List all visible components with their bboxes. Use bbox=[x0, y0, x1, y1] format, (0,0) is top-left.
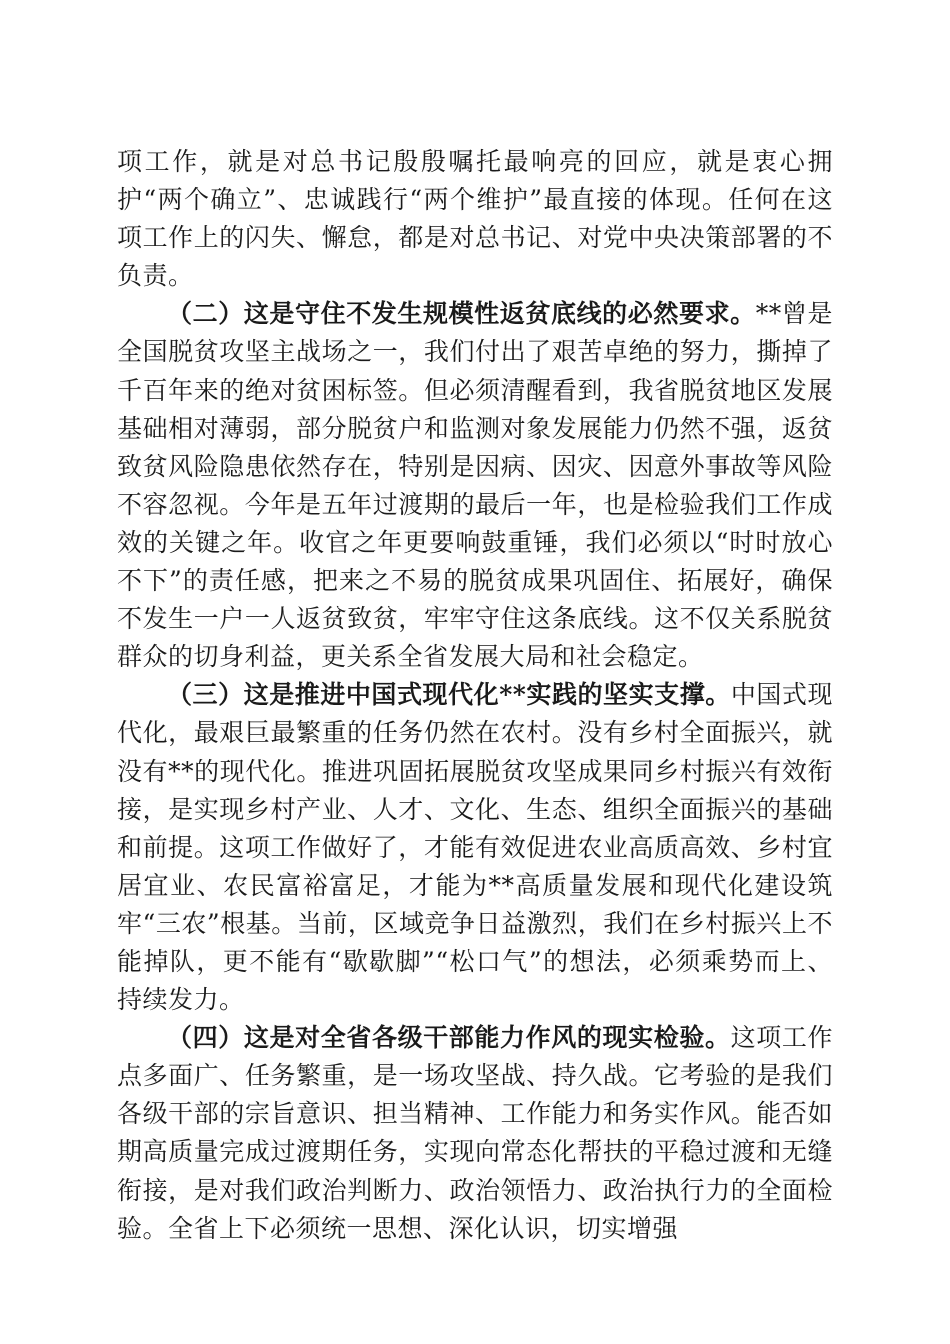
paragraph-heading: （四）这是对全省各级干部能力作风的现实检验。 bbox=[167, 1023, 731, 1053]
paragraph-text: 项工作，就是对总书记殷殷嘱托最响亮的回应，就是衷心拥护“两个确立”、忠诚践行“两个维护”最直接的体现。任何在这项工作上的闪失、懈怠，都是对总书记、对党中央决策部署的不负责。 bbox=[117, 147, 833, 291]
paragraph-section-3 bbox=[117, 676, 833, 1019]
document-page bbox=[117, 143, 833, 1248]
paragraph-heading: （二）这是守住不发生规模性返贫底线的必然要求。 bbox=[167, 299, 756, 329]
paragraph-section-2 bbox=[117, 295, 833, 676]
paragraph-text: **曾是全国脱贫攻坚主战场之一，我们付出了艰苦卓绝的努力，撕掉了千百年来的绝对贫困标签。但必须清醒看到，我省脱贫地区发展基础相对薄弱，部分脱贫户和监测对象发展能力仍然不强，返贫致贫风险隐患依然存在，特别是因病、因灾、因意外事故等风险不容忽视。今年是五年过渡期的最后一年，也是检验我们工作成效的关键之年。收官之年更要响鼓重锤，我们必须以“时时放心不下”的责任感，把来之不易的脱贫成果巩固住、拓展好，确保不发生一户一人返贫致贫，牢牢守住这条底线。这不仅关系脱贫群众的切身利益，更关系全省发展大局和社会稳定。 bbox=[117, 299, 833, 672]
paragraph-text: 这项工作点多面广、任务繁重，是一场攻坚战、持久战。它考验的是我们各级干部的宗旨意识、担当精神、工作能力和务实作风。能否如期高质量完成过渡期任务，实现向常态化帮扶的平稳过渡和无缝衔接，是对我们政治判断力、政治领悟力、政治执行力的全面检验。全省上下必须统一思想、深化认识，切实增强 bbox=[117, 1023, 833, 1243]
paragraph-heading: （三）这是推进中国式现代化**实践的坚实支撑。 bbox=[167, 680, 731, 710]
paragraph-text: 中国式现代化，最艰巨最繁重的任务仍然在农村。没有乡村全面振兴，就没有**的现代化。推进巩固拓展脱贫攻坚成果同乡村振兴有效衔接，是实现乡村产业、人才、文化、生态、组织全面振兴的基础和前提。这项工作做好了，才能有效促进农业高质高效、乡村宜居宜业、农民富裕富足，才能为**高质量发展和现代化建设筑牢“三农”根基。当前，区域竞争日益激烈，我们在乡村振兴上不能掉队，更不能有“歇歇脚”“松口气”的想法，必须乘势而上、持续发力。 bbox=[117, 680, 833, 1015]
paragraph-continuation bbox=[117, 143, 833, 295]
paragraph-section-4 bbox=[117, 1019, 833, 1248]
